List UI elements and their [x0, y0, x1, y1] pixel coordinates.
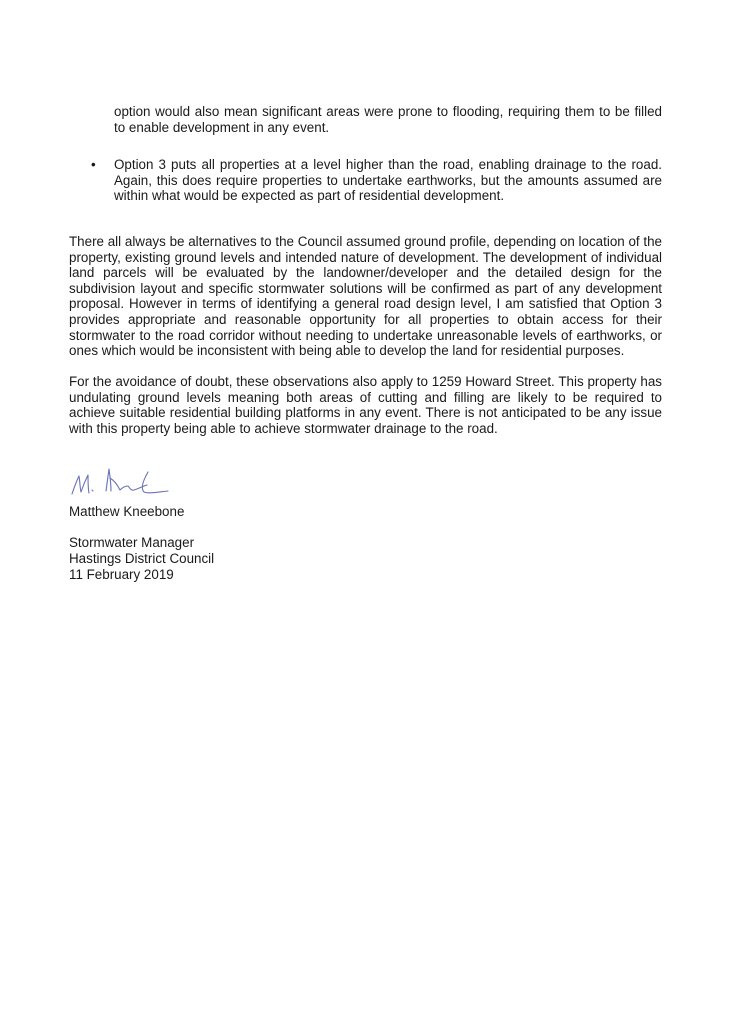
letter-date: 11 February 2019 — [69, 567, 174, 582]
signature-strokes — [72, 469, 168, 494]
signatory-title: Stormwater Manager — [69, 535, 195, 550]
handwritten-signature — [68, 464, 178, 502]
alternatives-paragraph: There all always be alternatives to the Council assumed ground profile, depending on location of the property, existing ground levels and intended nature of development. The development of individual land parcels will be evaluated by the landowner/developer and the detailed design for the subdivision layout and specific stormwater solutions will be confirmed as part of any development proposal. However in terms of identifying a general road design level, I am satisfied that Option 3 provides appropriate and reasonable opportunity for all properties to obtain access for their stormwater to the road corridor without needing to undertake unreasonable levels of earthworks, or ones which would be inconsistent with being able to develop the land for residential purposes. — [69, 234, 662, 359]
signatory-name: Matthew Kneebone — [69, 504, 185, 519]
option-3-bullet-paragraph: Option 3 puts all properties at a level higher than the road, enabling drainage to the road. Again, this does require properties to undertake earthworks, but the amounts assumed are within what would be expected as part of residential development. — [114, 157, 662, 204]
organisation-name: Hastings District Council — [69, 551, 215, 566]
continuation-paragraph: option would also mean significant areas were prone to flooding, requiring them to be filled to enable development in any event. — [114, 104, 662, 135]
bullet-point-icon: • — [91, 157, 96, 172]
howard-street-paragraph: For the avoidance of doubt, these observations also apply to 1259 Howard Street. This property has undulating ground levels meaning both areas of cutting and filling are likely to be required to achieve suitable residential building platforms in any event. There is not anticipated to be any issue with this property being able to achieve stormwater drainage to the road. — [69, 374, 662, 436]
